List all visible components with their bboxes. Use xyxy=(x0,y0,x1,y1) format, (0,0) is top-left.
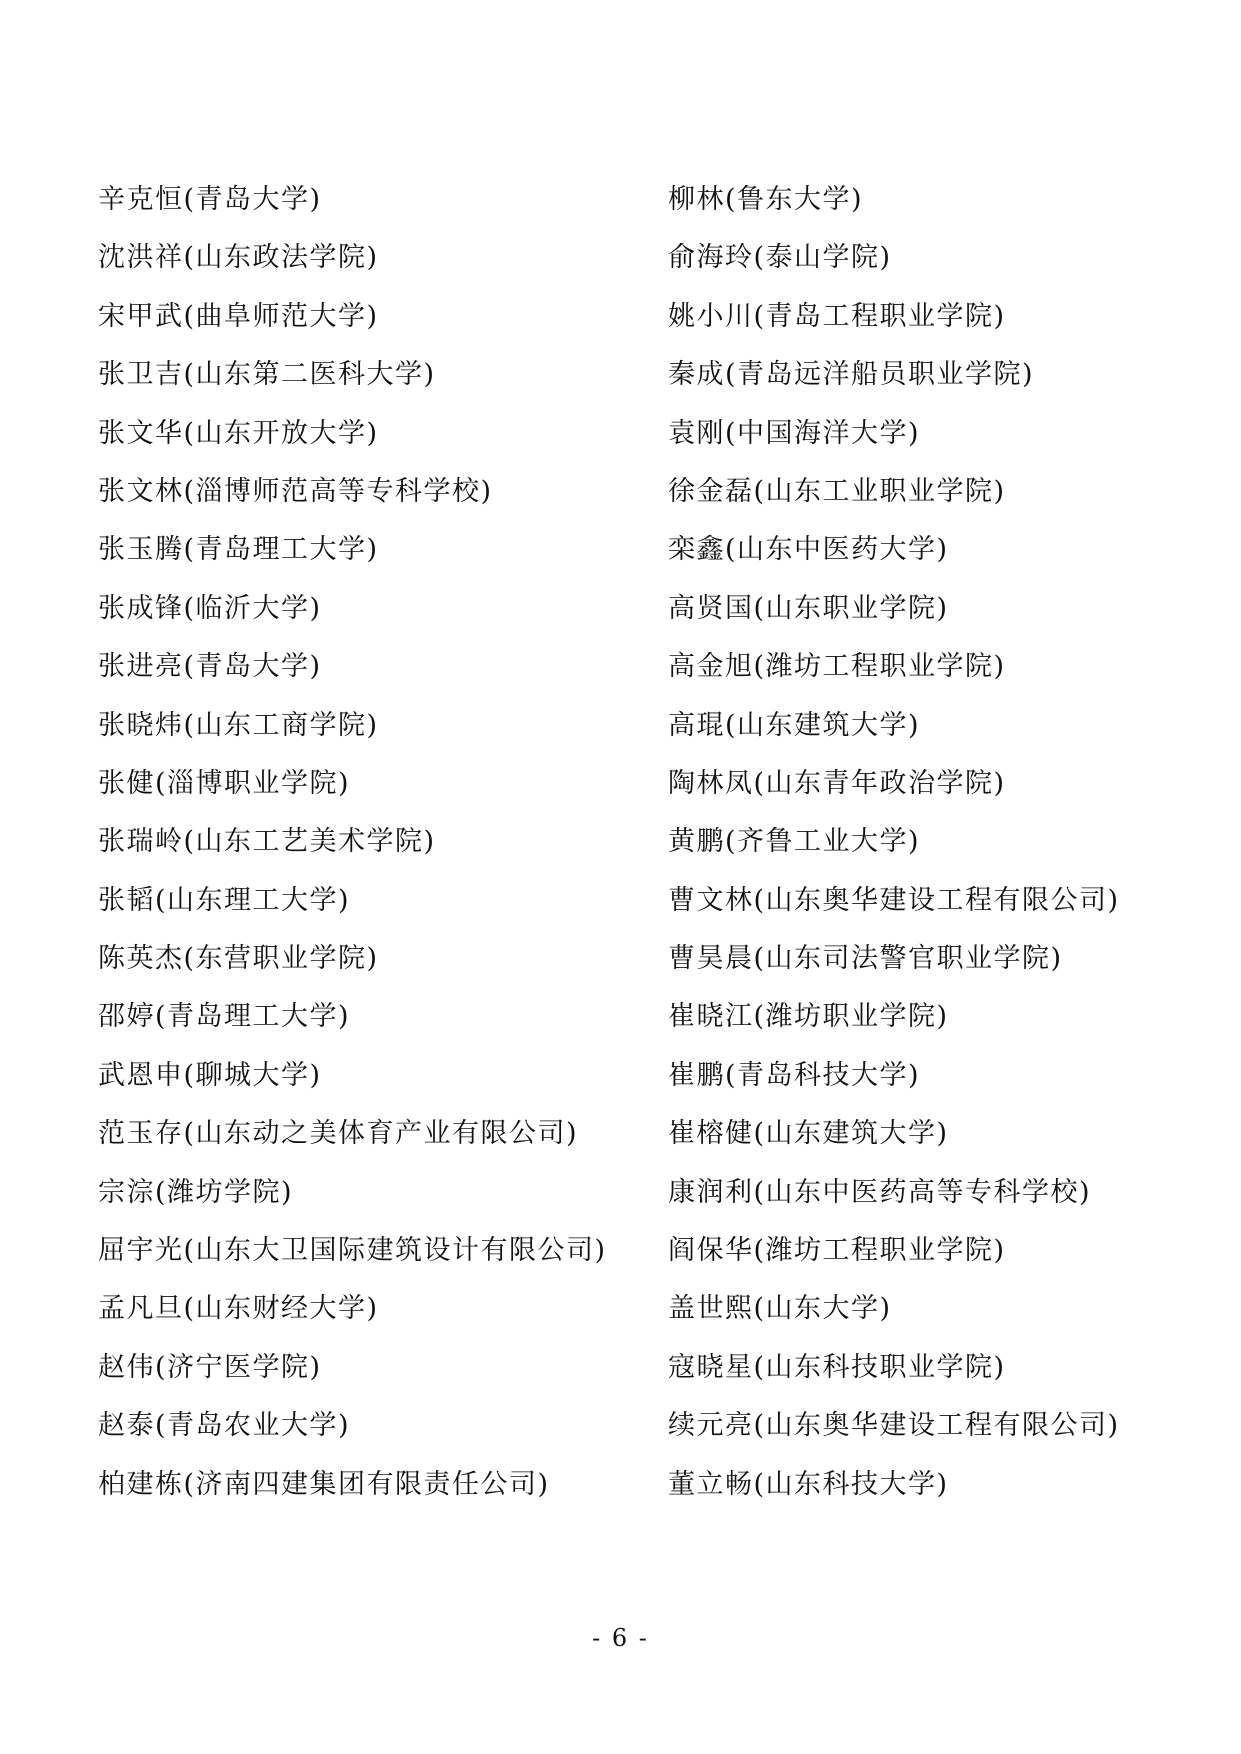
list-item: 康润利(山东中医药高等专科学校) xyxy=(668,1176,1092,1208)
list-item: 张成锋(临沂大学) xyxy=(98,592,322,624)
list-item: 张玉腾(青岛理工大学) xyxy=(98,534,379,566)
list-item: 张健(淄博职业学院) xyxy=(98,767,351,799)
list-item: 范玉存(山东动之美体育产业有限公司) xyxy=(98,1118,579,1150)
list-item: 高贤国(山东职业学院) xyxy=(668,592,949,624)
page-number: - 6 - xyxy=(592,1624,649,1652)
list-item: 续元亮(山东奥华建设工程有限公司) xyxy=(668,1410,1120,1442)
list-item: 陈英杰(东营职业学院) xyxy=(98,943,379,975)
list-item: 孟凡旦(山东财经大学) xyxy=(98,1293,379,1325)
name-list-right-column xyxy=(668,184,1228,1543)
list-item: 沈洪祥(山东政法学院) xyxy=(98,242,379,274)
list-item: 崔鹏(青岛科技大学) xyxy=(668,1059,921,1091)
list-item: 俞海玲(泰山学院) xyxy=(668,242,892,274)
list-item: 袁刚(中国海洋大学) xyxy=(668,417,921,449)
list-item: 曹昊晨(山东司法警官职业学院) xyxy=(668,943,1063,975)
list-item: 栾鑫(山东中医药大学) xyxy=(668,534,949,566)
list-item: 阎保华(潍坊工程职业学院) xyxy=(668,1235,1006,1267)
list-item: 张卫吉(山东第二医科大学) xyxy=(98,359,436,391)
list-item: 辛克恒(青岛大学) xyxy=(98,184,322,215)
list-item: 崔榕健(山东建筑大学) xyxy=(668,1118,949,1150)
list-item: 徐金磊(山东工业职业学院) xyxy=(668,475,1006,507)
list-item: 黄鹏(齐鲁工业大学) xyxy=(668,826,921,858)
list-item: 张文华(山东开放大学) xyxy=(98,417,379,449)
list-item: 崔晓江(潍坊职业学院) xyxy=(668,1001,949,1033)
list-item: 张晓炜(山东工商学院) xyxy=(98,709,379,741)
list-item: 陶林凤(山东青年政治学院) xyxy=(668,767,1006,799)
list-item: 邵婷(青岛理工大学) xyxy=(98,1001,351,1033)
list-item: 高琨(山东建筑大学) xyxy=(668,709,921,741)
list-item: 屈宇光(山东大卫国际建筑设计有限公司) xyxy=(98,1235,607,1267)
list-item: 秦成(青岛远洋船员职业学院) xyxy=(668,359,1035,391)
list-item: 高金旭(潍坊工程职业学院) xyxy=(668,651,1006,683)
list-item: 盖世熙(山东大学) xyxy=(668,1293,892,1325)
list-item: 柏建栋(济南四建集团有限责任公司) xyxy=(98,1468,550,1500)
list-item: 张瑞岭(山东工艺美术学院) xyxy=(98,826,436,858)
list-item: 柳林(鲁东大学) xyxy=(668,184,864,215)
name-list-left-column xyxy=(98,184,658,1543)
list-item: 赵泰(青岛农业大学) xyxy=(98,1410,351,1442)
list-item: 赵伟(济宁医学院) xyxy=(98,1351,322,1383)
list-item: 张文林(淄博师范高等专科学校) xyxy=(98,475,493,507)
list-item: 张韬(山东理工大学) xyxy=(98,884,351,916)
list-item: 寇晓星(山东科技职业学院) xyxy=(668,1351,1006,1383)
list-item: 曹文林(山东奥华建设工程有限公司) xyxy=(668,884,1120,916)
list-item: 张进亮(青岛大学) xyxy=(98,651,322,683)
list-item: 董立畅(山东科技大学) xyxy=(668,1468,949,1500)
list-item: 宗淙(潍坊学院) xyxy=(98,1176,294,1208)
list-item: 宋甲武(曲阜师范大学) xyxy=(98,300,379,332)
list-item: 武恩申(聊城大学) xyxy=(98,1059,322,1091)
list-item: 姚小川(青岛工程职业学院) xyxy=(668,300,1006,332)
